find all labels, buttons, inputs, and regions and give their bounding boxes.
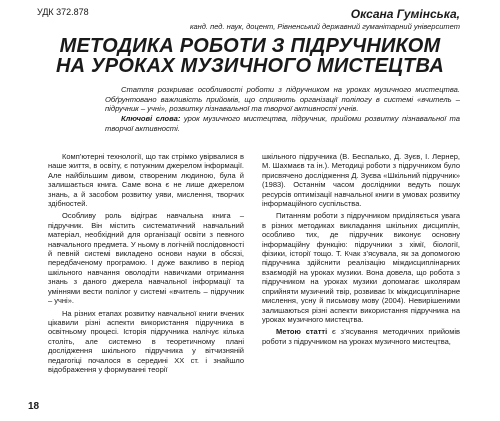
article-title	[30, 36, 470, 76]
right-paragraph-1: шкільного підручника (В. Беспалько, Д. Зуєв, І. Лернер, М. Шахмаєв та ін.). Методиці роботи з підручником було присвячено дослідження Д. Зуєва «Шкільний підручник» (1983). Останнім часом дослідники ведуть пошук ресурсів оптимізації навчальної книги в умовах розвитку інформаційного суспільства.	[262, 152, 460, 209]
left-paragraph-3: На різних етапах розвитку навчальної книги вчених цікавили різні аспекти використання підручника в освітньому процесі. Історія підручника налічує кілька століть, але системно в теоретичному плані дослідження шкільного підручника у вітчизняній педагогіці почалося в середині XX ст. і знайшло відображення у формуванні теорії	[48, 308, 244, 374]
aim-text: є з’ясування методичних прийомів роботи з підручником на уроках музичного мистецтва,	[262, 327, 460, 346]
right-paragraph-3	[262, 327, 460, 346]
page-number: 18	[28, 401, 40, 412]
keywords-text: урок музичного мистецтва, підручник, прийоми розвитку пізнавальної та творчої активності.	[105, 114, 461, 133]
article-title-line-2: НА УРОКАХ МУЗИЧНОГО МИСТЕЦТВА	[56, 55, 444, 77]
right-column	[262, 152, 460, 349]
aim-label: Метою статті	[276, 327, 328, 337]
author-name: Оксана Гумінська,	[350, 7, 460, 21]
author-block	[190, 7, 460, 31]
udk-code: УДК 372.878	[37, 7, 89, 17]
left-paragraph-2: Особливу роль відіграє навчальна книга – підручник. Він містить систематичний навчальний матеріал, необхідний для організації освіти з певного навчального предмета. У ньому в логічній послідовності й певній системі викладено основи науки в обсязі, передбаченому програмою. І дуже важливо в період шкільного навчання оволодіти навичками отримання знань з даного джерела навчальної інформації та уміннями вести полілог у системі «вчитель – підручник – учні».	[48, 211, 244, 306]
right-paragraph-2: Питанням роботи з підручником приділяється увага в різних методиках викладання шкільних дисциплін, особливо тих, де підручник виконує основну інформаційну функцію: підручники з хімії, біології, фізики, історії тощо. Т. Кчак з’ясувала, як за допомогою підручника здійснити реалізацію міждисциплінарних взаємодій на уроках музики. Вона довела, що робота з підручником на уроках музики допомагає школярам сприйняти музичний твір, розвиває їх міждисциплінарне мислення, усну й письмову мову (2004). Невирішеними залишаються різні аспекти використання підручника на уроках музичного мистецтва.	[262, 211, 460, 324]
abstract-text: Стаття розкриває особливості роботи з підручником на уроках музичного мистецтва. Обґрунтовано важливість прийомів, що сприяють організації полілогу в системі «вчитель – підручник – учні», розвитку пізнавальної та творчої активності учнів.	[105, 85, 460, 114]
abstract-block	[105, 85, 460, 134]
author-affiliation: канд. пед. наук, доцент, Рівненський державний гуманітарний університет	[189, 22, 460, 31]
left-column	[48, 152, 244, 377]
article-title-line-1: МЕТОДИКА РОБОТИ З ПІДРУЧНИКОМ	[59, 35, 441, 57]
keywords-label: Ключові слова:	[121, 114, 181, 124]
left-paragraph-1: Комп’ютерні технології, що так стрімко увірвалися в наше життя, в освіту, є потужним джерелом інформації. Але найбільшим дивом, створеним людиною, була й залишається книга. Саме вона є не лише джерелом знань, а й засобом розвитку уяви, мислення, творчих здібностей.	[48, 152, 244, 209]
keywords	[105, 114, 460, 133]
